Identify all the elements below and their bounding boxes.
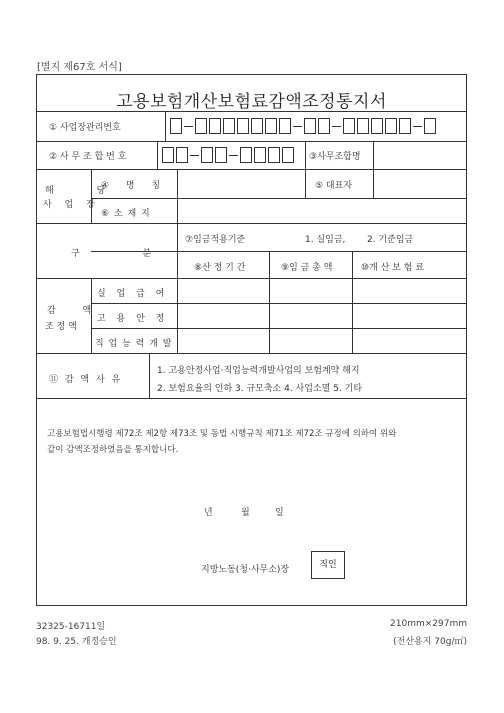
- assoc-digit-box[interactable]: [282, 147, 294, 163]
- assoc-digit-box[interactable]: [176, 147, 188, 163]
- date-day-label: 일: [275, 508, 284, 518]
- assoc-digit-box[interactable]: [215, 147, 227, 163]
- estimated-premium-header: ⑩개 산 보 험 료: [361, 263, 424, 273]
- id-digit-box[interactable]: [385, 118, 397, 134]
- revision-approval: 98. 9. 25. 개정승인: [36, 637, 117, 647]
- id-digit-box[interactable]: [371, 118, 383, 134]
- form-title: 고용보험개산보험료감액조정통지서: [116, 92, 387, 112]
- official-seal-box: [311, 551, 345, 579]
- id-digit-box[interactable]: [318, 118, 330, 134]
- date-month-label: 월: [241, 508, 250, 518]
- assoc-digit-box[interactable]: [268, 147, 280, 163]
- assoc-digit-box[interactable]: [162, 147, 174, 163]
- reason-line-1: 1. 고용안정사업·직업능력개발사업의 보험계약 해지: [157, 366, 360, 376]
- id-digit-box[interactable]: [357, 118, 369, 134]
- business-name-label: ④ 명 칭: [101, 181, 168, 191]
- id-digit-box[interactable]: [265, 118, 277, 134]
- wage-option-standard[interactable]: 2. 기준임금: [367, 235, 414, 245]
- reduction-reason-label: ⑪ 감 액 사 유: [49, 375, 123, 385]
- business-id-label: ① 사업장관리번호: [49, 123, 121, 133]
- assoc-digit-box[interactable]: [201, 147, 213, 163]
- id-digit-box[interactable]: [251, 118, 263, 134]
- wage-criteria-label: ⑦임금적용기준: [185, 235, 246, 245]
- association-name-field[interactable]: [374, 142, 466, 168]
- issuing-office-label: 지방노동(청·사무소)장: [201, 565, 290, 575]
- calc-period-header: ⑧산 정 기 간: [194, 263, 246, 273]
- notice-form: [36, 74, 467, 606]
- reduction-row-label: 직 업 능 력 개 발: [95, 339, 173, 349]
- notice-text-line-1: 고용보험법시행령 제72조 제2항 제73조 및 동법 시행규칙 제71조 제72조 규정에 의하여 위와: [47, 429, 397, 439]
- total-wage-header: ⑨임 금 총 액: [281, 263, 333, 273]
- reduction-group-label-2: 조 정 액: [45, 322, 77, 332]
- id-digit-box[interactable]: [209, 118, 221, 134]
- association-name-label: ③사무조합명: [309, 152, 361, 162]
- notice-text-line-2: 같이 감액조정하였음을 통지합니다.: [47, 445, 179, 455]
- paper-type: (전산용지 70g/㎡): [393, 637, 467, 647]
- reason-line-2: 2. 보험요율의 인하 3. 규모축소 4. 사업소멸 5. 기타: [157, 384, 363, 394]
- date-year-label: 년: [204, 508, 213, 518]
- id-digit-box[interactable]: [223, 118, 235, 134]
- seal-label: 직인: [319, 560, 337, 570]
- id-digit-box[interactable]: [304, 118, 316, 134]
- business-group-label-1: 해 당: [45, 186, 126, 196]
- representative-field[interactable]: [374, 170, 466, 197]
- form-code: 32325-16711일: [36, 622, 106, 632]
- id-digit-box[interactable]: [279, 118, 291, 134]
- address-label: ⑥ 소 재 지: [101, 209, 151, 219]
- form-number-tag: [별지 제67호 서식]: [37, 62, 122, 73]
- address-field[interactable]: [178, 199, 466, 222]
- reduction-row-label: 고 용 안 정: [97, 314, 169, 324]
- id-digit-box[interactable]: [424, 118, 436, 134]
- wage-option-actual[interactable]: 1. 실임금,: [305, 235, 346, 245]
- assoc-digit-box[interactable]: [254, 147, 266, 163]
- paper-size: 210mm×297mm: [390, 619, 467, 629]
- reduction-group-label-1: 감 액: [47, 306, 104, 316]
- id-digit-box[interactable]: [195, 118, 207, 134]
- classification-label: 구 분: [71, 249, 182, 259]
- business-group-label-2: 사 업 장: [43, 200, 100, 210]
- id-digit-box[interactable]: [399, 118, 411, 134]
- business-name-field[interactable]: [178, 170, 304, 197]
- id-digit-box[interactable]: [170, 118, 182, 134]
- representative-label: ⑤ 대표자: [315, 181, 353, 191]
- id-digit-box[interactable]: [343, 118, 355, 134]
- assoc-digit-box[interactable]: [240, 147, 252, 163]
- association-number-label: ② 사 무 조 합 번 호: [49, 152, 127, 162]
- id-digit-box[interactable]: [237, 118, 249, 134]
- reduction-row-label: 실 업 급 여: [97, 289, 169, 299]
